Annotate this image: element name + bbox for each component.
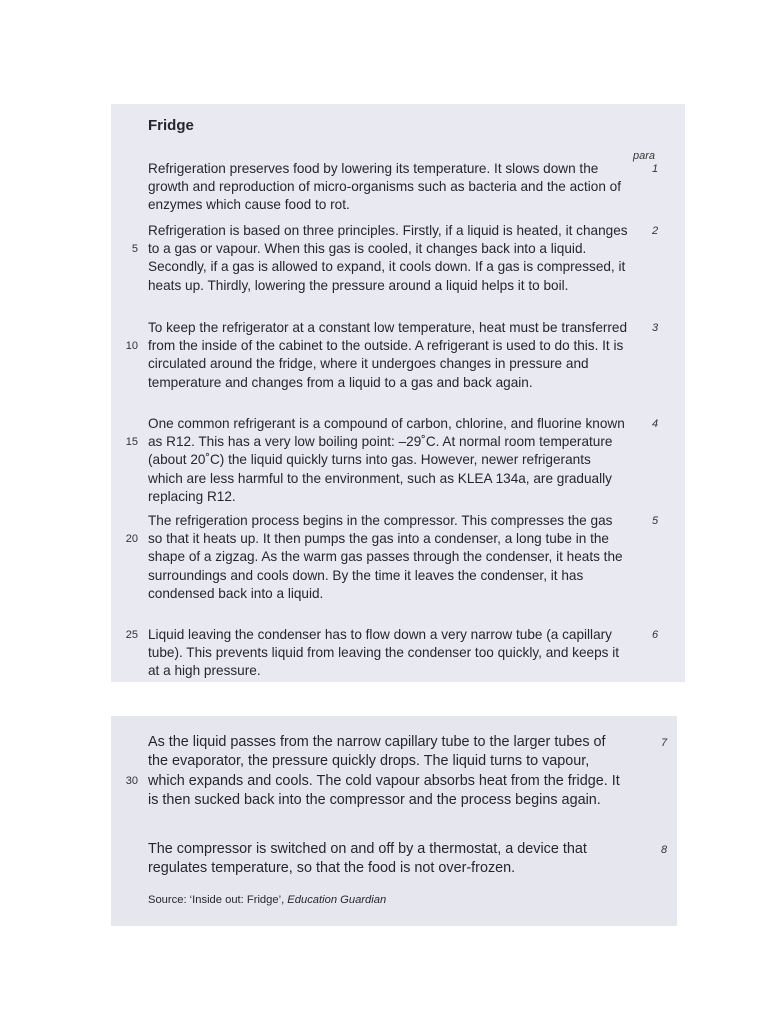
- paragraph-number-3: 3: [651, 322, 659, 334]
- document-title: Fridge: [148, 117, 194, 134]
- para-column-heading: para: [633, 150, 656, 162]
- paragraph-6: Liquid leaving the condenser has to flow down a very narrow tube (a capillary tube). This prevents liquid from leaving the condenser too quickly, and keeps it at a high pressure.: [148, 627, 620, 679]
- line-number: 25: [125, 629, 138, 641]
- paragraph-5: The refrigeration process begins in the compressor. This compresses the gas so that it heats up. It then pumps the gas into a condenser, a long tube in the shape of a zigzag. As the warm gas passes through the condenser, it heats the surroundings and cools down. By the time it leaves the condenser, it has condensed back into a liquid.: [148, 513, 623, 601]
- paragraph-3: To keep the refrigerator at a constant low temperature, heat must be transferred from the inside of the cabinet to the outside. A refrigerant is used to do this. It is circulated around the fridge, where it undergoes changes in pressure and temperature and changes from a liquid to a gas and back again.: [148, 320, 628, 390]
- line-number: 10: [125, 340, 138, 352]
- source-prefix: Source: ‘Inside out: Fridge’,: [148, 894, 288, 906]
- paragraph-number-7: 7: [660, 737, 668, 749]
- line-number: 20: [125, 533, 138, 545]
- paragraph-number-6: 6: [651, 629, 659, 641]
- line-number: 15: [125, 436, 138, 448]
- paragraph-number-4: 4: [651, 418, 659, 430]
- source-citation: [148, 894, 386, 906]
- paragraph-number-1: 1: [651, 163, 659, 175]
- paragraph-1: Refrigeration preserves food by lowering its temperature. It slows down the growth and reproduction of micro-organisms such as bacteria and the action of enzymes which cause food to rot.: [148, 161, 622, 213]
- paragraph-7: As the liquid passes from the narrow capillary tube to the larger tubes of the evaporator, the pressure quickly drops. The liquid turns to vapour, which expands and cools. The cold vapour absorbs heat from the fridge. It is then sucked back into the compressor and the process begins again.: [148, 734, 620, 809]
- line-number: 5: [131, 243, 138, 255]
- paragraph-number-8: 8: [660, 844, 668, 856]
- paragraph-4: One common refrigerant is a compound of carbon, chlorine, and fluorine known as R12. This has a very low boiling point: –29˚C. At normal room temperature (about 20˚C) the liquid quickly turns into gas. However, newer refrigerants which are less harmful to the environment, such as KLEA 134a, are gradually replacing R12.: [148, 416, 625, 504]
- source-publication: Education Guardian: [287, 894, 387, 906]
- line-number: 30: [125, 775, 138, 787]
- paragraph-2: Refrigeration is based on three principles. Firstly, if a liquid is heated, it changes to a gas or vapour. When this gas is cooled, it changes back into a liquid. Secondly, if a gas is allowed to expand, it cools down. If a gas is compressed, it heats up. Thirdly, lowering the pressure around a liquid helps it to boil.: [148, 223, 628, 293]
- paragraph-8: The compressor is switched on and off by a thermostat, a device that regulates temperature, so that the food is not over-frozen.: [148, 841, 587, 877]
- paragraph-number-5: 5: [651, 515, 659, 527]
- paragraph-number-2: 2: [651, 225, 659, 237]
